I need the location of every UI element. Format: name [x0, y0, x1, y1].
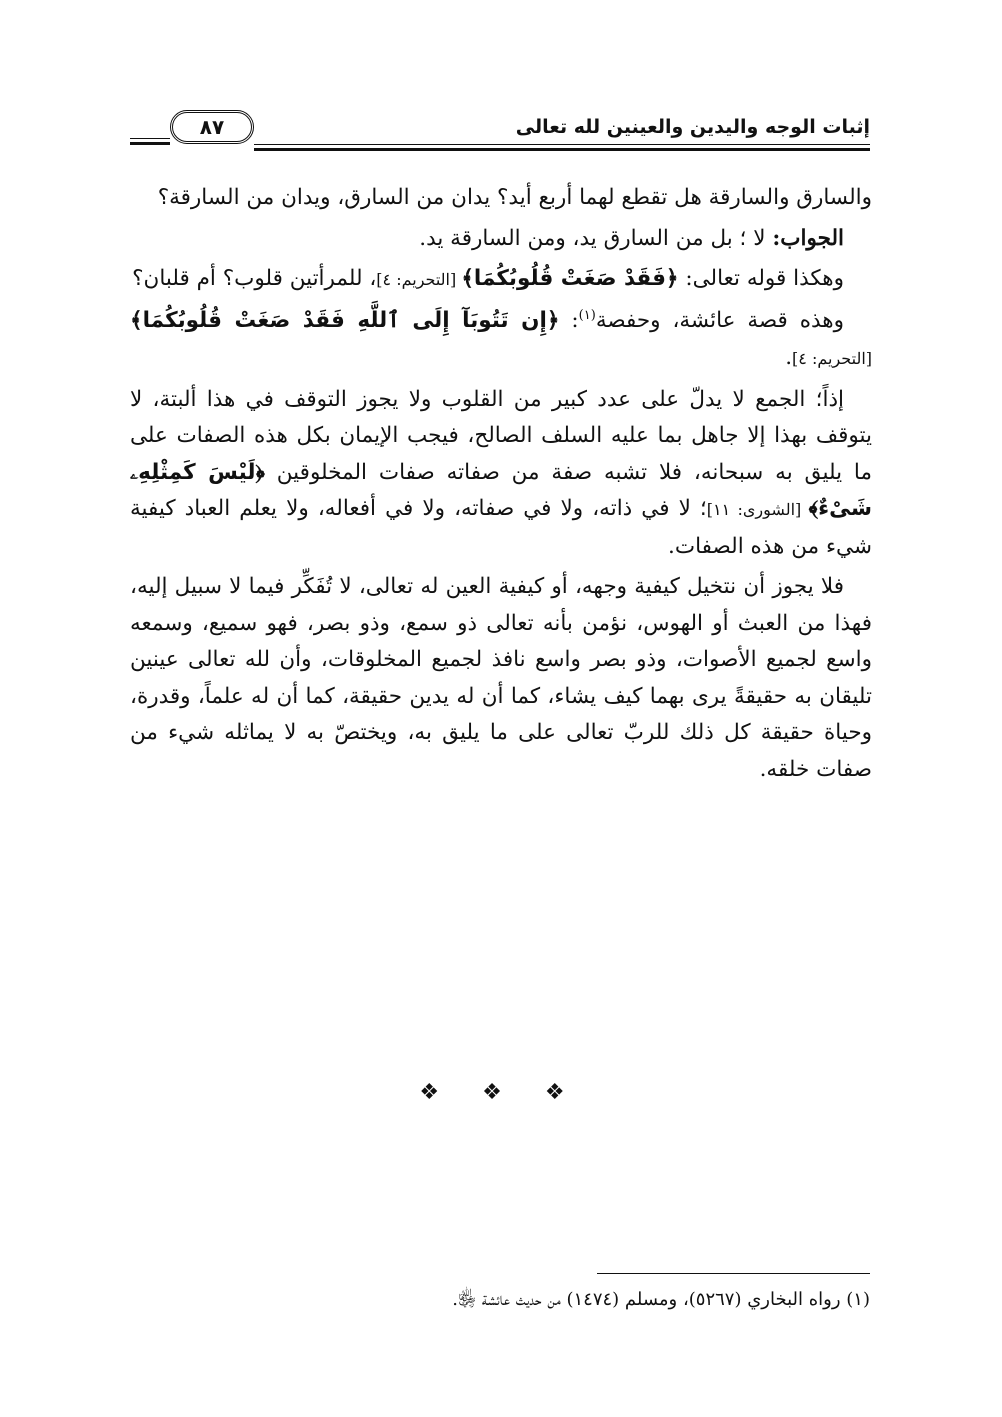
paragraph-4-text-a: وهذه قصة عائشة، وحفصة	[595, 307, 845, 333]
verse-reference-3: [الشورى: ١١]	[706, 500, 809, 519]
page-number: ٨٧	[199, 115, 225, 139]
verse-reference-1: [التحريم: ٤]	[376, 270, 462, 289]
header-rule-right	[254, 144, 870, 151]
paragraph-4-end: .	[785, 345, 793, 370]
footnote-divider	[597, 1273, 870, 1274]
quran-verse-1: ﴿فَقَدْ صَغَتْ قُلُوبُكُمَا﴾	[461, 266, 679, 291]
paragraph-5-text-a: إذاً؛ الجمع لا يدلّ على عدد كبير من القلوب ولا يجوز التوقف في هذا ألبتة، لا يتوقف بهذا إلا جاهل بما عليه السلف الصالح، فيجب الإيمان بكل هذه الصفات على ما يليق به سبحانه، فلا تشبه صفة من صفاته صفات المخلوقين	[130, 386, 872, 485]
quran-verse-2: ﴿إِن تَتُوبَآ إِلَى ٱللَّهِ فَقَدْ صَغَتْ قُلُوبُكُمَا﴾	[130, 307, 560, 333]
quran-verse-3: ﴿لَيْسَ كَمِثْلِهِۦ شَىْءٌ﴾	[130, 459, 872, 521]
paragraph-1	[130, 180, 872, 217]
page-header	[130, 108, 870, 158]
running-title: إثبات الوجه واليدين والعينين لله تعالى	[515, 116, 870, 138]
paragraph-1-text: والسارق والسارقة هل تقطع لهما أربع أيد؟ يدان من السارق، ويدان من السارقة؟	[157, 185, 872, 210]
paragraph-6	[130, 569, 872, 788]
footnote-marker: (١)	[578, 307, 596, 323]
section-separator: ❖ ❖ ❖	[419, 1080, 583, 1105]
page-number-badge	[170, 110, 254, 144]
main-text	[130, 180, 872, 792]
paragraph-6-text: فلا يجوز أن نتخيل كيفية وجهه، أو كيفية العين له تعالى، لا تُفَكِّر فيما لا سبيل إليه، فهذا من العبث أو الهوس، نؤمن بأنه تعالى ذو سمع، وذو بصر، فهو سميع، وسمعه واسع لجميع الأصوات، وذو بصر واسع نافذ لجميع المخلوقات، وأن لله تعالى عينين تليقان به حقيقةً يرى بهما كيف يشاء، كما أن له يدين حقيقة، كما أن له علماً، وقدرة، وحياة حقيقة كل ذلك للربّ تعالى على ما يليق به، ويختصّ به لا يماثله شيء من صفات خلقه.	[130, 574, 872, 782]
paragraph-3-text-a: وهكذا قوله تعالى:	[678, 266, 844, 291]
paragraph-4-text-b: :	[559, 307, 579, 333]
paragraph-5	[130, 382, 872, 566]
paragraph-5-text-b: ؛ لا في ذاته، ولا في صفاته، ولا في أفعاله، ولا يعلم العباد كيفية شيء من هذه الصفات.	[130, 496, 872, 559]
answer-label: الجواب:	[772, 225, 844, 251]
footnote: (١) رواه البخاري (٥٢٦٧)، ومسلم (١٤٧٤) من حديث عائشة ﵂.	[452, 1289, 870, 1310]
header-rule-left	[130, 138, 170, 145]
paragraph-3	[130, 261, 872, 299]
paragraph-2	[130, 221, 872, 258]
paragraph-4	[130, 303, 872, 378]
verse-reference-2: [التحريم: ٤]	[792, 349, 872, 368]
answer-text: لا ؛ بل من السارق يد، ومن السارقة يد.	[419, 225, 773, 251]
paragraph-3-text-b: ، للمرأتين قلوب؟ أم قلبان؟	[132, 266, 377, 291]
